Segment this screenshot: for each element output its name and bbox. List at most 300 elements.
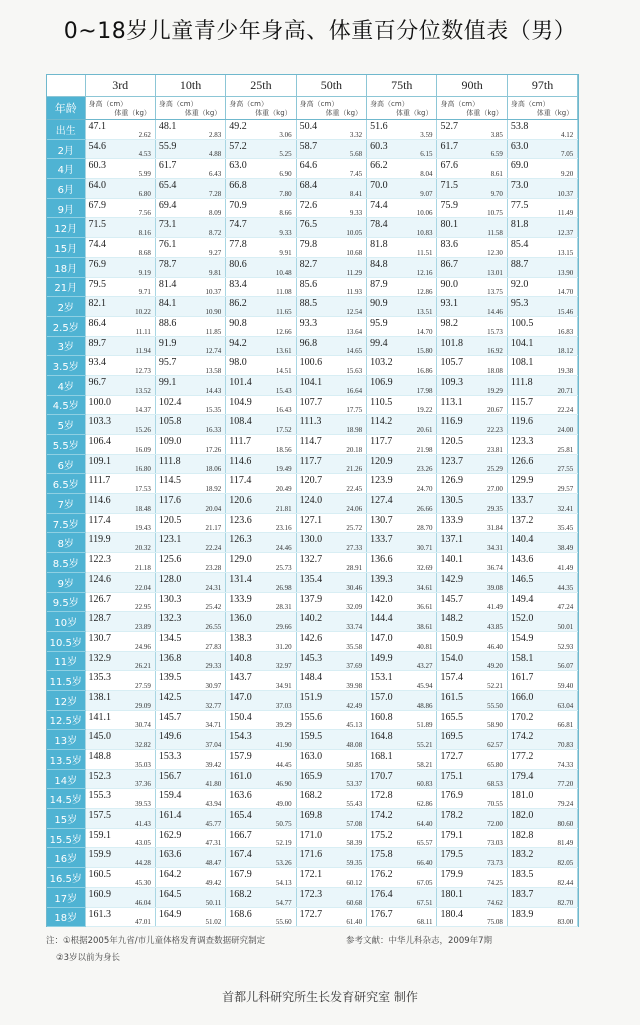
weight-value: 20.18	[346, 445, 363, 454]
weight-value: 19.43	[135, 524, 151, 533]
value-cell	[367, 375, 437, 395]
value-cell	[296, 415, 366, 435]
height-value: 160.8	[370, 711, 393, 723]
value-cell	[226, 375, 296, 395]
value-cell	[155, 179, 225, 199]
weight-value: 21.26	[346, 465, 363, 474]
height-value: 177.2	[510, 751, 534, 762]
weight-value: 43.94	[205, 800, 222, 809]
age-cell: 9.5岁	[47, 592, 85, 612]
age-cell: 12月	[47, 218, 85, 238]
value-cell	[155, 533, 225, 553]
weight-value: 10.22	[135, 307, 151, 316]
age-cell: 9岁	[47, 572, 85, 592]
height-value: 145.7	[158, 711, 182, 723]
weight-value: 64.40	[416, 819, 433, 828]
weight-value: 41.80	[205, 780, 222, 789]
weight-value: 48.86	[416, 701, 433, 710]
height-value: 61.7	[440, 140, 458, 152]
value-cell	[507, 631, 577, 651]
weight-value: 14.70	[557, 288, 574, 297]
value-cell	[437, 139, 507, 159]
weight-value: 59.40	[557, 681, 574, 690]
height-value: 127.1	[299, 514, 323, 526]
weight-value: 29.66	[275, 622, 292, 631]
age-cell: 3岁	[47, 336, 85, 356]
weight-value: 31.84	[487, 524, 503, 533]
weight-unit-label: 体重（kg）	[466, 109, 503, 117]
value-cell	[296, 553, 366, 573]
height-value: 143.7	[229, 672, 252, 684]
height-value: 71.5	[88, 219, 106, 231]
weight-value: 27.83	[205, 642, 222, 651]
height-value: 157.5	[88, 810, 111, 822]
weight-value: 4.88	[209, 150, 222, 159]
height-value: 120.5	[440, 436, 463, 447]
age-cell: 2.5岁	[47, 316, 85, 336]
value-cell	[507, 769, 577, 789]
age-cell: 10.5岁	[47, 631, 85, 651]
value-cell	[437, 710, 507, 730]
height-unit-label: 身高（cm）	[510, 100, 550, 108]
table-row	[47, 828, 578, 848]
height-value: 143.6	[510, 554, 534, 566]
height-value: 65.4	[158, 180, 177, 192]
height-value: 86.7	[440, 258, 458, 270]
value-cell	[296, 592, 366, 612]
weight-value: 16.09	[135, 445, 151, 454]
weight-value: 3.06	[279, 130, 292, 139]
value-cell	[507, 868, 577, 888]
height-value: 128.7	[88, 613, 111, 625]
height-value: 63.0	[510, 140, 529, 152]
value-cell	[85, 494, 155, 514]
weight-value: 12.66	[275, 327, 292, 336]
footer-credit: 首都儿科研究所生长发育研究室 制作	[222, 990, 418, 1004]
weight-value: 20.71	[557, 386, 574, 395]
weight-value: 50.11	[205, 898, 222, 907]
value-cell	[437, 848, 507, 868]
value-cell	[296, 435, 366, 455]
unit-header	[155, 97, 225, 120]
weight-value: 18.92	[205, 485, 222, 494]
weight-value: 8.72	[209, 229, 222, 238]
value-cell	[85, 828, 155, 848]
table-row	[47, 257, 578, 277]
value-cell	[507, 474, 577, 494]
age-cell: 6岁	[47, 454, 85, 474]
height-value: 160.5	[88, 869, 111, 881]
height-value: 77.8	[229, 239, 247, 251]
value-cell	[155, 809, 225, 829]
weight-value: 8.09	[209, 209, 222, 218]
value-cell	[507, 809, 577, 829]
height-value: 123.9	[370, 475, 393, 487]
table-row	[47, 159, 578, 179]
weight-value: 13.61	[275, 347, 292, 356]
height-value: 145.3	[299, 652, 323, 664]
height-value: 157.4	[440, 672, 463, 684]
value-cell	[85, 907, 155, 927]
value-cell	[296, 868, 366, 888]
weight-value: 49.20	[487, 662, 503, 671]
weight-value: 11.49	[557, 209, 574, 218]
height-value: 96.8	[299, 337, 318, 349]
age-cell: 15月	[47, 238, 85, 258]
value-cell	[85, 513, 155, 533]
value-cell	[296, 257, 366, 277]
value-cell	[85, 336, 155, 356]
height-value: 123.7	[440, 455, 463, 467]
unit-header	[85, 97, 155, 120]
value-cell	[296, 395, 366, 415]
height-value: 104.1	[510, 337, 534, 349]
table-row	[47, 139, 578, 159]
value-cell	[367, 179, 437, 199]
height-value: 72.6	[299, 199, 318, 211]
value-cell	[296, 198, 366, 218]
value-cell	[507, 690, 577, 710]
weight-value: 12.74	[205, 347, 222, 356]
weight-value: 24.31	[205, 583, 222, 592]
height-value: 83.6	[440, 239, 458, 251]
value-cell	[367, 710, 437, 730]
value-cell	[226, 198, 296, 218]
height-value: 122.3	[88, 554, 111, 566]
age-cell: 出生	[47, 120, 85, 140]
weight-value: 46.40	[487, 642, 503, 651]
height-value: 139.3	[370, 573, 393, 585]
age-cell: 5岁	[47, 415, 85, 435]
weight-value: 80.60	[557, 819, 574, 828]
height-value: 92.0	[510, 278, 529, 290]
weight-value: 82.70	[557, 898, 574, 907]
height-value: 53.8	[510, 121, 529, 132]
weight-value: 24.06	[346, 504, 363, 513]
value-cell	[85, 769, 155, 789]
height-value: 140.1	[440, 554, 463, 566]
height-value: 149.6	[158, 731, 182, 743]
value-cell	[226, 120, 296, 140]
weight-value: 45.77	[205, 819, 222, 828]
height-value: 84.8	[370, 258, 388, 270]
table-row	[47, 415, 578, 435]
weight-value: 52.21	[487, 681, 503, 690]
weight-value: 11.51	[416, 248, 433, 257]
value-cell	[85, 435, 155, 455]
age-cell: 4岁	[47, 375, 85, 395]
weight-value: 4.53	[138, 150, 151, 159]
weight-value: 25.81	[557, 445, 574, 454]
weight-value: 83.00	[557, 918, 574, 927]
value-cell	[367, 198, 437, 218]
value-cell	[507, 907, 577, 927]
weight-value: 23.89	[135, 622, 151, 631]
value-cell	[437, 612, 507, 632]
height-value: 101.4	[229, 376, 252, 388]
height-value: 124.0	[299, 495, 323, 507]
height-value: 117.7	[370, 436, 393, 447]
table-row	[47, 730, 578, 750]
age-cell: 6月	[47, 179, 85, 199]
table-row	[47, 690, 578, 710]
weight-value: 66.40	[416, 859, 433, 868]
value-cell	[85, 690, 155, 710]
value-cell	[226, 533, 296, 553]
weight-value: 25.72	[346, 524, 363, 533]
value-cell	[155, 651, 225, 671]
weight-value: 56.07	[557, 662, 574, 671]
height-value: 126.3	[229, 534, 252, 546]
value-cell	[367, 238, 437, 258]
value-cell	[226, 651, 296, 671]
value-cell	[507, 454, 577, 474]
height-value: 117.6	[158, 495, 182, 507]
percentile-header: 25th	[226, 75, 296, 97]
height-value: 76.5	[299, 219, 318, 231]
weight-value: 34.31	[487, 544, 503, 553]
height-value: 57.2	[229, 140, 247, 152]
table-row	[47, 120, 578, 140]
height-value: 157.0	[370, 691, 393, 703]
weight-value: 46.04	[135, 898, 151, 907]
value-cell	[367, 671, 437, 691]
weight-value: 24.00	[557, 426, 574, 434]
weight-value: 35.58	[346, 642, 363, 651]
value-cell	[226, 809, 296, 829]
weight-value: 65.57	[416, 839, 433, 848]
height-value: 116.9	[440, 416, 463, 428]
value-cell	[437, 572, 507, 592]
value-cell	[226, 336, 296, 356]
value-cell	[155, 454, 225, 474]
weight-value: 74.33	[557, 760, 574, 769]
weight-value: 66.81	[557, 721, 574, 730]
value-cell	[507, 651, 577, 671]
value-cell	[367, 887, 437, 907]
height-value: 79.5	[88, 278, 106, 290]
weight-value: 32.09	[346, 603, 363, 612]
value-cell	[367, 612, 437, 632]
value-cell	[226, 789, 296, 809]
value-cell	[226, 612, 296, 632]
weight-value: 27.55	[557, 465, 574, 474]
weight-value: 55.43	[346, 800, 363, 809]
weight-value: 19.49	[275, 465, 292, 474]
weight-value: 15.26	[135, 426, 151, 434]
weight-value: 11.58	[487, 229, 503, 238]
weight-value: 6.15	[420, 150, 433, 159]
height-value: 154.3	[229, 731, 252, 743]
value-cell	[85, 415, 155, 435]
value-cell	[367, 730, 437, 750]
height-value: 93.3	[299, 317, 318, 329]
height-value: 137.9	[299, 593, 323, 605]
weight-value: 52.93	[557, 642, 574, 651]
age-cell: 7.5岁	[47, 513, 85, 533]
height-value: 165.5	[440, 711, 463, 723]
value-cell	[226, 592, 296, 612]
weight-value: 9.07	[420, 189, 433, 198]
value-cell	[85, 159, 155, 179]
height-value: 154.9	[510, 632, 534, 644]
weight-value: 39.29	[275, 721, 292, 730]
value-cell	[507, 533, 577, 553]
weight-value: 38.61	[416, 622, 433, 631]
value-cell	[367, 415, 437, 435]
height-value: 106.9	[370, 376, 393, 388]
height-value: 123.3	[510, 436, 534, 447]
height-value: 155.6	[299, 711, 323, 723]
table-row	[47, 494, 578, 514]
value-cell	[85, 474, 155, 494]
weight-value: 41.43	[135, 819, 151, 828]
weight-value: 42.49	[346, 701, 363, 710]
value-cell	[507, 257, 577, 277]
weight-value: 27.00	[487, 485, 503, 494]
value-cell	[367, 809, 437, 829]
weight-value: 32.77	[205, 701, 222, 710]
height-value: 155.3	[88, 790, 111, 802]
value-cell	[155, 474, 225, 494]
value-cell	[507, 848, 577, 868]
height-value: 50.4	[299, 121, 318, 132]
height-value: 69.0	[510, 160, 529, 172]
height-value: 137.1	[440, 534, 463, 546]
value-cell	[296, 120, 366, 140]
unit-header	[296, 97, 366, 120]
height-value: 148.4	[299, 672, 323, 684]
height-value: 60.3	[370, 140, 388, 152]
height-value: 66.8	[229, 180, 247, 192]
table-row	[47, 513, 578, 533]
weight-value: 14.51	[275, 366, 292, 375]
weight-value: 22.45	[346, 485, 363, 494]
value-cell	[85, 277, 155, 297]
value-cell	[507, 336, 577, 356]
height-value: 90.0	[440, 278, 458, 290]
weight-value: 15.43	[275, 386, 292, 395]
height-value: 153.3	[158, 751, 182, 762]
height-value: 166.7	[229, 829, 252, 841]
value-cell	[437, 789, 507, 809]
height-value: 179.4	[510, 770, 534, 782]
weight-unit-label: 体重（kg）	[325, 109, 363, 117]
height-value: 111.7	[88, 475, 111, 487]
height-value: 161.3	[88, 908, 111, 920]
weight-value: 7.28	[209, 189, 222, 198]
weight-value: 7.45	[349, 170, 363, 179]
height-value: 108.1	[510, 357, 534, 369]
weight-value: 12.54	[346, 307, 363, 316]
value-cell	[226, 474, 296, 494]
value-cell	[367, 513, 437, 533]
value-cell	[437, 238, 507, 258]
table-row	[47, 553, 578, 573]
height-value: 163.6	[158, 849, 182, 861]
height-value: 67.9	[88, 199, 106, 211]
height-value: 179.9	[440, 869, 463, 881]
table-row	[47, 277, 578, 297]
weight-value: 23.28	[205, 563, 222, 572]
value-cell	[437, 120, 507, 140]
value-cell	[155, 572, 225, 592]
value-cell	[226, 868, 296, 888]
height-value: 152.3	[88, 770, 111, 782]
weight-value: 14.70	[416, 327, 433, 336]
value-cell	[85, 533, 155, 553]
table-row	[47, 750, 578, 770]
height-value: 132.9	[88, 652, 111, 664]
height-value: 82.1	[88, 298, 106, 310]
value-cell	[296, 710, 366, 730]
value-cell	[85, 750, 155, 770]
value-cell	[226, 356, 296, 376]
height-value: 128.0	[158, 573, 182, 585]
height-value: 83.4	[229, 278, 247, 290]
value-cell	[507, 277, 577, 297]
value-cell	[437, 651, 507, 671]
weight-value: 74.62	[487, 898, 503, 907]
height-value: 171.0	[299, 829, 323, 841]
height-value: 78.4	[370, 219, 388, 231]
weight-value: 37.36	[135, 780, 151, 789]
height-value: 51.6	[370, 121, 388, 132]
weight-value: 9.70	[490, 189, 503, 198]
table-row	[47, 474, 578, 494]
value-cell	[437, 297, 507, 317]
height-value: 135.3	[88, 672, 111, 684]
weight-value: 22.24	[205, 544, 222, 553]
table-row	[47, 887, 578, 907]
height-value: 111.8	[158, 455, 181, 467]
height-value: 123.1	[158, 534, 182, 546]
weight-value: 15.46	[557, 307, 574, 316]
height-value: 96.7	[88, 376, 106, 388]
weight-value: 67.05	[416, 878, 433, 887]
weight-value: 45.94	[416, 681, 433, 690]
height-value: 114.7	[299, 436, 322, 447]
height-value: 154.0	[440, 652, 463, 664]
value-cell	[155, 198, 225, 218]
weight-value: 41.49	[557, 563, 574, 572]
weight-value: 9.81	[209, 268, 222, 277]
height-value: 147.0	[229, 691, 252, 703]
weight-value: 32.69	[416, 563, 433, 572]
height-value: 76.1	[158, 239, 177, 251]
weight-value: 8.41	[349, 189, 363, 198]
height-value: 133.9	[229, 593, 252, 605]
value-cell	[85, 139, 155, 159]
age-cell: 9月	[47, 198, 85, 218]
value-cell	[296, 454, 366, 474]
weight-value: 35.45	[557, 524, 574, 533]
weight-value: 34.71	[205, 721, 222, 730]
weight-value: 68.53	[487, 780, 503, 789]
weight-value: 30.46	[346, 583, 363, 592]
height-value: 101.8	[440, 337, 463, 349]
height-value: 144.4	[370, 613, 393, 625]
height-value: 172.7	[440, 751, 463, 762]
height-value: 95.7	[158, 357, 177, 369]
height-value: 99.4	[370, 337, 388, 349]
table-row	[47, 336, 578, 356]
value-cell	[296, 907, 366, 927]
value-cell	[85, 612, 155, 632]
value-cell	[367, 750, 437, 770]
weight-value: 62.57	[487, 741, 503, 749]
height-value: 135.4	[299, 573, 323, 585]
